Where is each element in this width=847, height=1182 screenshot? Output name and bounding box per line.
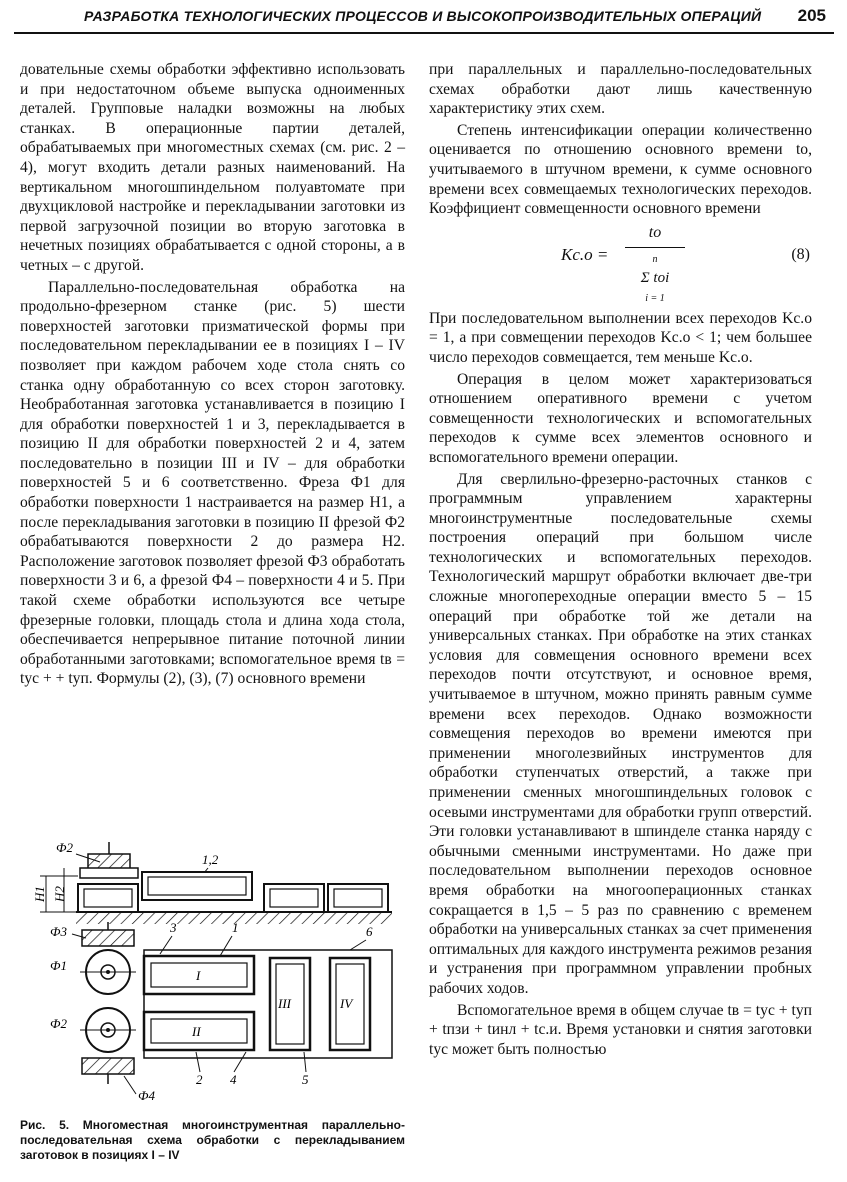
paragraph: при параллельных и параллельно-последовательных схемах обработки дают лишь качественную характеристику этих схем. (429, 61, 812, 118)
right-column (429, 60, 812, 1059)
label-f2-top: Ф2 (56, 840, 73, 855)
cutter-f3 (82, 922, 134, 946)
cutter-f2-side (80, 842, 138, 878)
cutter-f2-plan (80, 1008, 136, 1052)
paragraph: Степень интенсификации операции количественно оценивается по отношению основного времени to, учитываемого в штучном времени, к сумме основного времени всех совмещаемых технологических переходов. Коэффициент совмещенности основного времени (429, 121, 812, 218)
equation-number: (8) (791, 245, 810, 263)
machining-scheme-diagram (20, 832, 405, 1112)
label-f3: Ф3 (50, 924, 67, 939)
label-position-4: IV (340, 996, 353, 1011)
label-position-2: II (192, 1024, 201, 1039)
running-header (14, 2, 834, 34)
sum-upper-limit: n (652, 253, 658, 265)
paragraph: Операция в целом может характеризоваться отношением оперативного времени с учетом совмещенности технологических и вспомогательных переходов к сумме всех элементов основного и вспомогательного времени операции. (429, 370, 812, 466)
label-h1: H1 (32, 886, 47, 902)
figure-5 (20, 832, 405, 1112)
paragraph: Вспомогательное время в общем случае tв = tус + tуп + tпзи + tинл + tс.и. Время установки и снятия заготовки tус может быть полностью (429, 1001, 812, 1058)
label-f2-mid: Ф2 (50, 1016, 67, 1031)
equation-numerator: to (648, 223, 662, 241)
paragraph: довательные схемы обработки эффективно использовать и при недостаточном объеме выпуска одноименных деталей. Групповые наладки возможны на любых станках. В операционные партии деталей, обрабатываемых при многоместных схемах (см. рис. 2 – 4), могут входить детали разных наименований. На вертикальном многошпиндельном полуавтомате при двухцикловой настройке и перекладывании заготовки из первой загрузочной позиции во вторую заготовка в нечетных позициях обрабатывается с одной стороны, а в четных – с другой. (20, 61, 405, 274)
left-column (20, 60, 405, 689)
figure-caption: Рис. 5. Многоместная многоинструментная параллельно-последовательная схема обработки с перекладыванием заготовок в позициях I – IV (20, 1118, 405, 1162)
label-1: 1 (232, 920, 239, 935)
running-title: РАЗРАБОТКА ТЕХНОЛОГИЧЕСКИХ ПРОЦЕССОВ И ВЫСОКОПРОИЗВОДИТЕЛЬНЫХ ОПЕРАЦИЙ (84, 8, 762, 24)
label-3: 3 (170, 920, 177, 935)
label-5: 5 (302, 1072, 309, 1087)
paragraph: Параллельно-последовательная обработка на продольно-фрезерном станке (рис. 5) шести поверхностей заготовки призматической формы при последовательном перекладывании ее в позициях I – IV позволяет при каждом рабочем ходе стола снять со станка одну обработанную со всех сторон заготовку. Необработанная заготовка устанавливается в позицию I для обработки поверхностей 1 и 3, перекладывается в позицию II для обработки поверхностей 2 и 4, затем последовательно в позиции III и IV – для обработки поверхностей 5 и 6 соответственно. Фреза Ф1 для обработки поверхности 1 настраивается на размер H1, а после перекладывания заготовки в позицию II фрезой Ф2 обрабатываются поверхности 2 до размера H2. Расположение заготовок позволяет фрезой Ф3 обработать поверхности 3 и 6, а фрезой Ф4 – поверхности 4 и 5. При такой схеме обработки используются все четыре фрезерные головки, площадь стола и длина хода стола, обеспечивается непрерывное питание поточной линии обработанными заготовками; вспомогательное время tв = tус + + tуп. Формулы (2), (3), (7) основного времени (20, 278, 405, 688)
equation-denominator: Σ toi (640, 270, 670, 287)
sum-lower-limit: i = 1 (645, 292, 665, 304)
label-position-3: III (278, 996, 291, 1011)
equation-lhs: Kс.о = (561, 244, 609, 264)
label-h2: H2 (52, 886, 67, 902)
page-number: 205 (797, 6, 826, 25)
equation-8 (429, 223, 812, 303)
equation-fraction (625, 223, 685, 309)
label-f4: Ф4 (138, 1088, 155, 1103)
label-6: 6 (366, 924, 373, 939)
label-position-1: I (196, 968, 201, 983)
label-2: 2 (196, 1072, 203, 1087)
label-1-2: 1,2 (202, 852, 219, 867)
paragraph: При последовательном выполнении всех переходов Kс.о = 1, а при совмещении переходов Kс.о < 1; чем большее число переходов совмещается, тем меньше Kс.о. (429, 309, 812, 366)
paragraph: Для сверлильно-фрезерно-расточных станков с программным управлением характерны многоинструментные последовательные схемы построения операций при большом числе технологических и вспомогательных переходов. Технологический маршрут обработки включает две-три сложные многопереходные операции вместо 5 – 15 операций при обработке той же детали на универсальных станках. При обработке на этих станках условия для совмещения основного времени всех переходов почти отсутствуют, и основное время, учитываемое в штучном, можно принять равным сумме времени всех переходов. Однако возможности совмещения переходов во времени имеются при применении многолезвийных инструментов для обработки ступенчатых отверстий, а также при применении сменных многошпиндельных головок с осевыми инструментами для обработки групп отверстий. Эти головки устанавливают в шпинделе станка наряду с обычными сменными инструментами. Но даже при последовательном выполнении переходов основное время обработки на многооперационных станках сокращается в 1,5 – 5 раз по сравнению с временем обработки на универсальных станках за счет применения оптимальных для каждого инструмента режимов резания и устранения при программном управлении пробных рабочих ходов. (429, 470, 812, 997)
label-f1: Ф1 (50, 958, 67, 973)
label-4: 4 (230, 1072, 237, 1087)
cutter-f1 (80, 950, 136, 994)
